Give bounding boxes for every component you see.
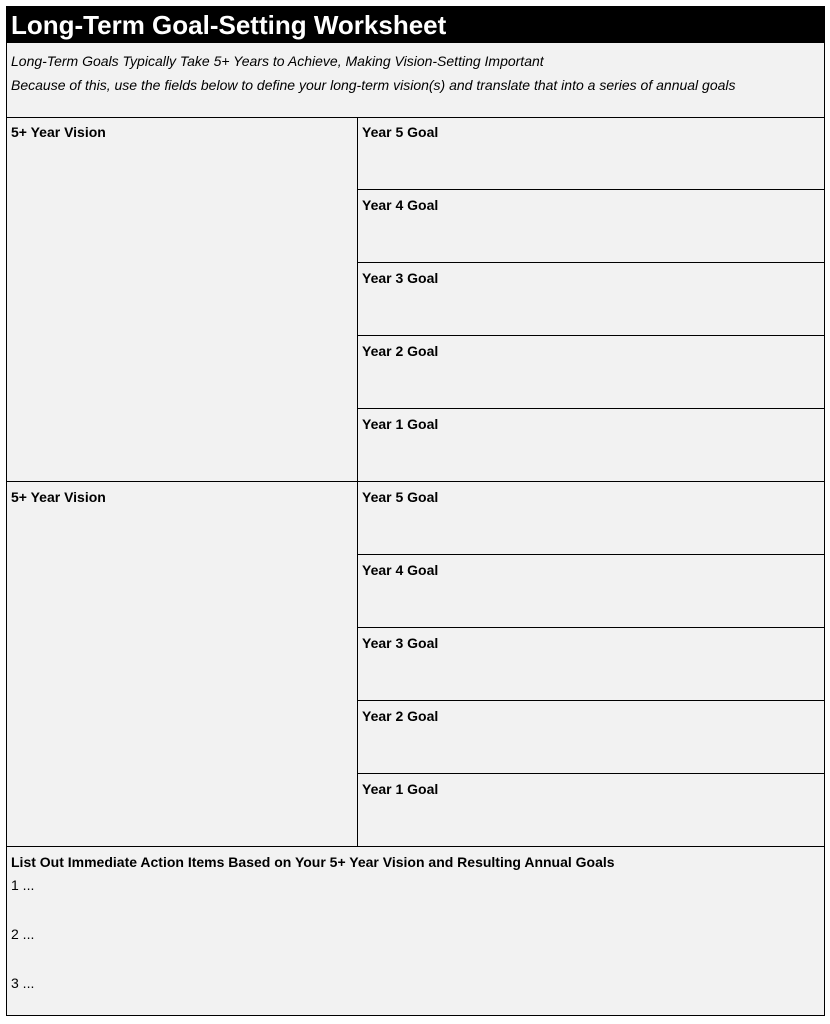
worksheet bbox=[6, 6, 825, 1016]
goal-label: Year 2 Goal bbox=[362, 708, 439, 724]
goal-label: Year 4 Goal bbox=[362, 197, 439, 213]
action-items-section[interactable] bbox=[7, 847, 824, 1015]
intro-line-1: Long-Term Goals Typically Take 5+ Years to Achieve, Making Vision-Setting Important bbox=[11, 53, 544, 69]
action-item[interactable]: 2 ... bbox=[11, 926, 35, 942]
action-items-heading: List Out Immediate Action Items Based on Your 5+ Year Vision and Resulting Annual Goals bbox=[11, 854, 615, 870]
year-3-goal-field[interactable] bbox=[358, 263, 824, 336]
vision-label: 5+ Year Vision bbox=[11, 124, 106, 140]
goal-label: Year 2 Goal bbox=[362, 343, 439, 359]
goal-label: Year 3 Goal bbox=[362, 635, 439, 651]
goal-label: Year 5 Goal bbox=[362, 489, 439, 505]
goal-label: Year 3 Goal bbox=[362, 270, 439, 286]
action-item[interactable]: 3 ... bbox=[11, 975, 35, 991]
year-4-goal-field[interactable] bbox=[358, 190, 824, 263]
goal-label: Year 4 Goal bbox=[362, 562, 439, 578]
vision-block-2 bbox=[7, 482, 824, 847]
goal-label: Year 1 Goal bbox=[362, 781, 439, 797]
year-4-goal-field[interactable] bbox=[358, 555, 824, 628]
vision-label: 5+ Year Vision bbox=[11, 489, 106, 505]
annual-goals bbox=[358, 482, 824, 846]
intro-line-2: Because of this, use the fields below to define your long-term vision(s) and translate that into a series of annual goals bbox=[11, 77, 736, 93]
vision-field[interactable] bbox=[7, 482, 358, 846]
year-3-goal-field[interactable] bbox=[358, 628, 824, 701]
page-title: Long-Term Goal-Setting Worksheet bbox=[7, 7, 824, 43]
year-5-goal-field[interactable] bbox=[358, 117, 824, 190]
action-item[interactable]: 1 ... bbox=[11, 877, 35, 893]
goal-label: Year 5 Goal bbox=[362, 124, 439, 140]
goal-label: Year 1 Goal bbox=[362, 416, 439, 432]
vision-field[interactable] bbox=[7, 117, 358, 481]
year-1-goal-field[interactable] bbox=[358, 409, 824, 481]
year-2-goal-field[interactable] bbox=[358, 336, 824, 409]
year-2-goal-field[interactable] bbox=[358, 701, 824, 774]
year-5-goal-field[interactable] bbox=[358, 482, 824, 555]
vision-block-1 bbox=[7, 117, 824, 482]
year-1-goal-field[interactable] bbox=[358, 774, 824, 846]
annual-goals bbox=[358, 117, 824, 481]
intro-section bbox=[7, 43, 824, 118]
